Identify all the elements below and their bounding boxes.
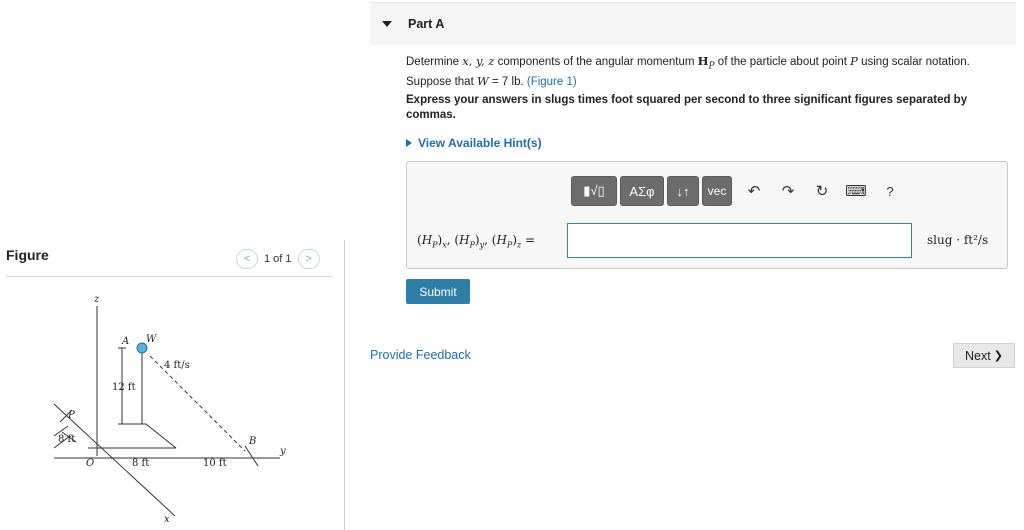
template-button[interactable]: ▮√▯ — [571, 176, 617, 206]
panel-divider — [344, 240, 345, 530]
label-W: W — [146, 334, 157, 345]
label-A: A — [122, 336, 130, 347]
label-y: y — [280, 446, 286, 457]
vec-button[interactable]: vec — [702, 176, 732, 206]
undo-icon[interactable]: ↶ — [747, 183, 761, 200]
problem-text: components of the angular momentum — [494, 56, 698, 68]
label-x: x — [164, 514, 170, 525]
label-height: 12 ft — [112, 382, 136, 393]
figure-pager — [236, 249, 320, 269]
next-label: Next — [965, 348, 991, 363]
submit-button[interactable]: Submit — [406, 279, 470, 304]
problem-text: of the particle about point — [714, 56, 851, 68]
problem-W: W — [476, 74, 489, 89]
next-figure-button[interactable]: > — [298, 249, 320, 269]
figure-link[interactable]: (Figure 1) — [526, 76, 577, 89]
part-header[interactable] — [370, 2, 1016, 45]
math-toolbar — [571, 176, 905, 206]
figure-divider — [6, 276, 332, 277]
problem-text: Determine — [406, 56, 463, 68]
reset-icon[interactable]: ↻ — [815, 183, 829, 200]
problem-sub-P: P — [708, 61, 715, 72]
answer-unit: slug · ft²/s — [927, 233, 989, 247]
greek-button[interactable]: ΑΣφ — [620, 176, 664, 206]
answer-box — [406, 161, 1008, 269]
redo-icon[interactable]: ↷ — [781, 183, 795, 200]
label-O: O — [86, 458, 95, 469]
hint-label: View Available Hint(s) — [418, 136, 542, 150]
view-hints-link[interactable] — [406, 136, 542, 150]
label-z: z — [94, 294, 100, 305]
problem-statement — [406, 54, 1006, 90]
figure-diagram — [40, 286, 300, 526]
problem-text: Suppose that — [406, 76, 477, 89]
help-icon[interactable]: ? — [886, 183, 894, 199]
prev-figure-button[interactable]: < — [236, 249, 258, 269]
label-dy: 10 ft — [203, 458, 227, 469]
arrows-button[interactable]: ↓↑ — [667, 176, 699, 206]
figure-panel — [0, 0, 345, 530]
answer-input[interactable] — [567, 223, 912, 258]
chevron-right-icon: ❯ — [993, 350, 1003, 362]
problem-point-P: P — [850, 54, 858, 68]
label-speed: 4 ft/s — [164, 360, 190, 371]
caret-right-icon — [406, 139, 412, 147]
answer-label: $(H_P)_x$, $(H_P)_y$, $(H_P)_z$ = — [417, 233, 536, 250]
keyboard-icon[interactable]: ⌨ — [845, 183, 867, 200]
floor-edge-right — [146, 424, 176, 448]
problem-vars: x, y, z — [462, 54, 495, 68]
next-button[interactable] — [953, 343, 1015, 368]
part-title: Part A — [408, 17, 445, 31]
label-dx: 8 ft — [132, 458, 150, 469]
label-B: B — [249, 436, 257, 447]
answer-instructions: Express your answers in slugs times foot squared per second to three significant figures separated by commas. — [406, 94, 968, 121]
problem-text: = 7 lb. — [488, 76, 527, 89]
problem-text: using scalar notation. — [857, 56, 970, 68]
provide-feedback-link[interactable]: Provide Feedback — [370, 348, 471, 362]
label-dP: 8 ft — [58, 434, 76, 445]
pager-text: 1 of 1 — [264, 253, 292, 265]
label-P: P — [68, 410, 75, 421]
collapse-caret-icon[interactable] — [382, 21, 392, 27]
figure-title: Figure — [6, 247, 49, 263]
problem-H: H — [697, 54, 709, 68]
